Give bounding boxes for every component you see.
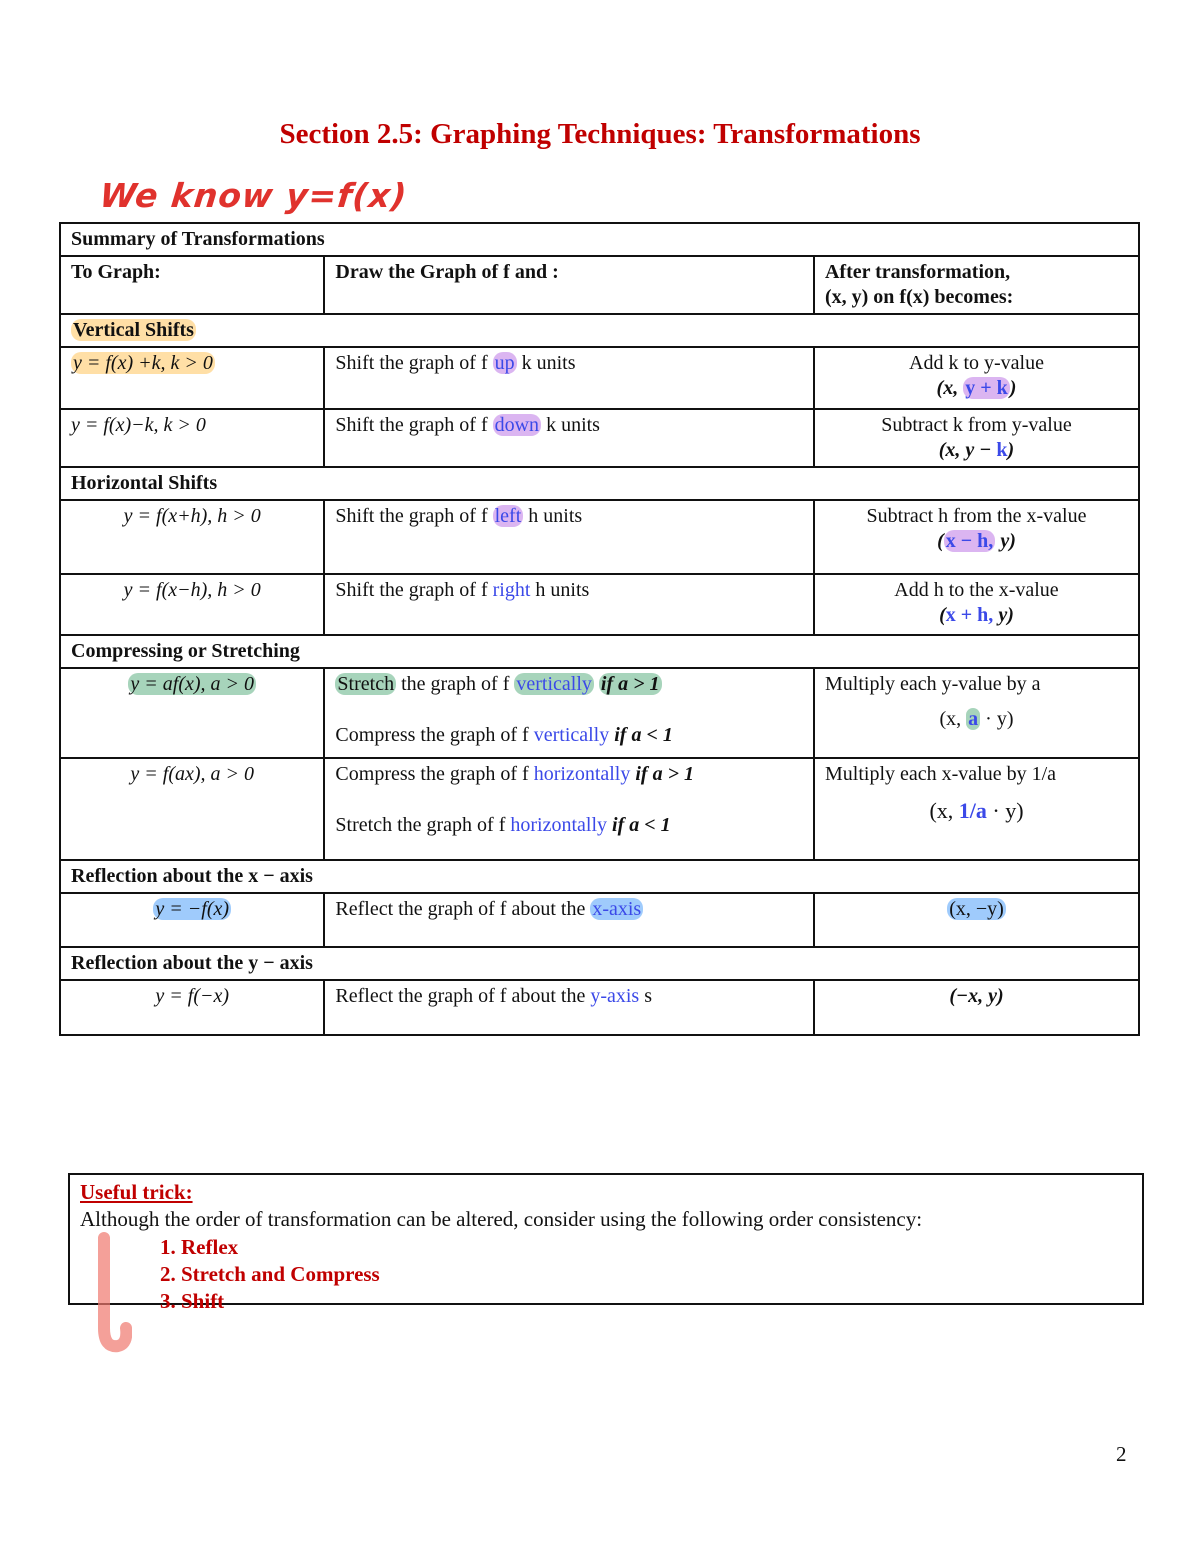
page-title: Section 2.5: Graphing Techniques: Transformations — [279, 118, 921, 150]
result-shift-right: Add h to the x-value (x + h, y) — [814, 574, 1139, 635]
table-row-stretch-horizontal — [60, 758, 1139, 860]
page-number: 2 — [1116, 1442, 1127, 1466]
action-shift-up: Shift the graph of f up k units — [324, 347, 814, 409]
table-row-shift-left — [60, 500, 1139, 574]
result-shift-up: Add k to y-value (x, y + k ) — [814, 347, 1139, 409]
header-after-line1: After transformation, — [824, 261, 1011, 283]
table-row-reflect-y — [60, 980, 1139, 1035]
transformations-table — [59, 222, 1140, 1036]
result-shift-left: Subtract h from the x-value ( x − h, y) — [814, 500, 1139, 574]
table-row-shift-down — [60, 409, 1139, 467]
useful-trick-box — [68, 1173, 1144, 1314]
action-shift-down: Shift the graph of f down k units — [324, 409, 814, 467]
trick-item-reflex: 1. Reflex — [160, 1234, 239, 1259]
formula-shift-down: y = f(x)−k, k > 0 — [60, 409, 324, 467]
formula-shift-right: y = f(x−h), h > 0 — [60, 574, 324, 635]
result-reflect-x: (x, −y) — [814, 893, 1139, 947]
formula-shift-left: y = f(x+h), h > 0 — [60, 500, 324, 574]
action-stretch-horizontal: Compress the graph of f horizontally if a > 1 Stretch the graph of f horizontally if a < 1 — [324, 758, 814, 860]
trick-list — [80, 1234, 1132, 1316]
result-stretch-horizontal: Multiply each x-value by 1/a (x, 1/a · y) — [814, 758, 1139, 860]
handwritten-arrow-icon — [92, 1232, 132, 1354]
trick-title: Useful trick: — [80, 1180, 193, 1204]
header-to-graph: To Graph: — [60, 256, 324, 314]
section-title-reflect-x: Reflection about the x − axis — [60, 860, 1139, 893]
header-draw-graph: Draw the Graph of f and : — [324, 256, 814, 314]
section-row-stretch — [60, 635, 1139, 668]
table-row-stretch-vertical — [60, 668, 1139, 758]
section-row-reflect-y — [60, 947, 1139, 980]
section-row-reflect-x — [60, 860, 1139, 893]
section-title-vertical: Vertical Shifts — [60, 314, 1139, 347]
action-reflect-x: Reflect the graph of f about the x-axis — [324, 893, 814, 947]
table-row-reflect-x — [60, 893, 1139, 947]
result-shift-down: Subtract k from y-value (x, y − k) — [814, 409, 1139, 467]
section-row-horizontal — [60, 467, 1139, 500]
trick-text: Although the order of transformation can be altered, consider using the following order consistency: — [80, 1207, 923, 1232]
section-title-reflect-y: Reflection about the y − axis — [60, 947, 1139, 980]
action-shift-right: Shift the graph of f right h units — [324, 574, 814, 635]
trick-item-stretch: 2. Stretch and Compress — [160, 1261, 380, 1286]
formula-stretch-vertical: y = af(x), a > 0 — [60, 668, 324, 758]
header-after-transformation — [814, 256, 1139, 314]
action-stretch-vertical: Stretch the graph of f vertically if a > 1 Compress the graph of f vertically if a < 1 — [324, 668, 814, 758]
section-row-vertical — [60, 314, 1139, 347]
table-caption: Summary of Transformations — [60, 223, 1139, 256]
result-reflect-y: (−x, y) — [814, 980, 1139, 1035]
table-header-row — [60, 256, 1139, 314]
section-title-horizontal: Horizontal Shifts — [60, 467, 1139, 500]
trick-item-shift: 3. Shift — [160, 1289, 225, 1314]
formula-shift-up: y = f(x) +k, k > 0 — [60, 347, 324, 409]
header-after-line2: (x, y) on f(x) becomes: — [824, 286, 1014, 308]
action-reflect-y: Reflect the graph of f about the y-axis s — [324, 980, 814, 1035]
result-stretch-vertical: Multiply each y-value by a (x, a · y) — [814, 668, 1139, 758]
table-row-shift-up — [60, 347, 1139, 409]
section-title-stretch: Compressing or Stretching — [60, 635, 1139, 668]
action-shift-left: Shift the graph of f left h units — [324, 500, 814, 574]
table-row-shift-right — [60, 574, 1139, 635]
handwritten-note: We know y=f(x) — [97, 176, 410, 215]
formula-reflect-x: y = −f(x) — [60, 893, 324, 947]
formula-stretch-horizontal: y = f(ax), a > 0 — [60, 758, 324, 860]
formula-reflect-y: y = f(−x) — [60, 980, 324, 1035]
table-caption-row — [60, 223, 1139, 256]
